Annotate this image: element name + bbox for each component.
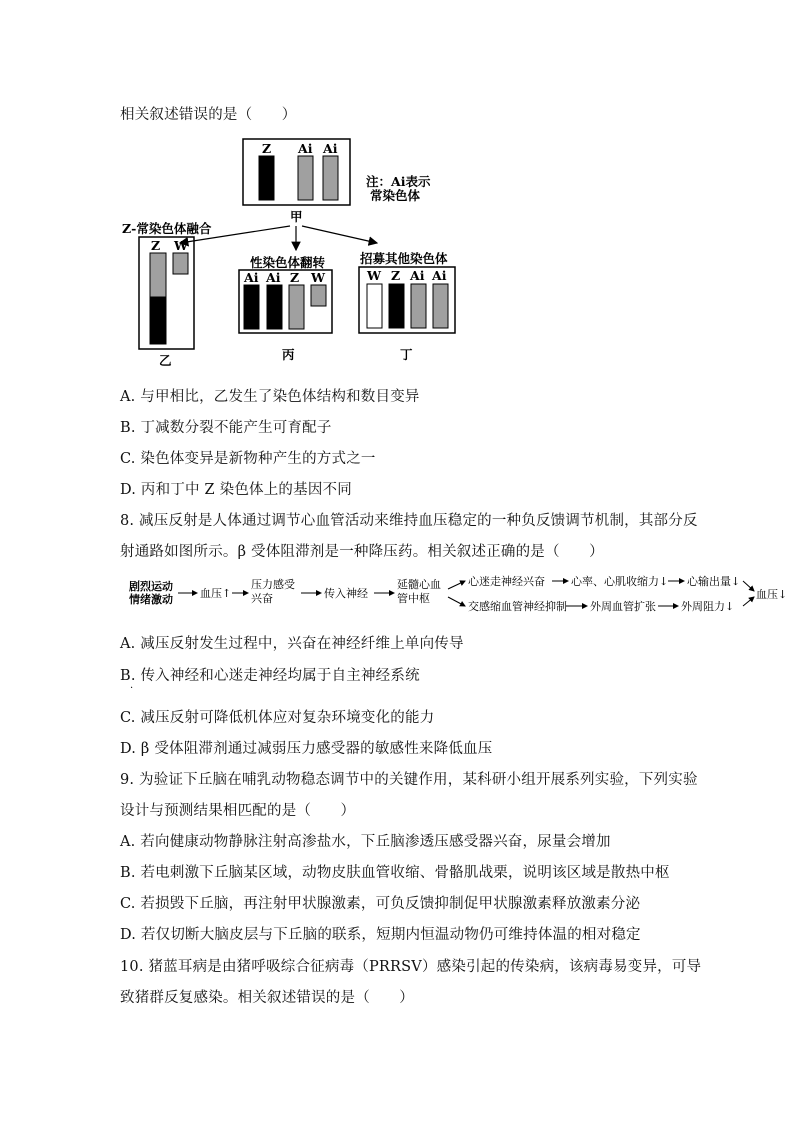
q8-option-c: C. 减压反射可降低机体应对复杂环境变化的能力	[120, 710, 435, 726]
bing-z-chromosome	[289, 285, 304, 329]
q7-option-b: B. 丁减数分裂不能产生可育配子	[120, 420, 332, 436]
flow-bp-up: 血压↑	[200, 587, 232, 600]
flow-center-1: 延髓心血	[397, 578, 441, 591]
baroreflex-flow-diagram	[0, 573, 794, 623]
q8-option-b: B. 传入神经和心迷走神经均属于自主神经系统	[120, 668, 420, 684]
ding-chrom-label-w: W	[367, 268, 382, 283]
bing-chrom-label-ai1: Ai	[244, 270, 259, 285]
flow-afferent: 传入神经	[324, 587, 368, 600]
flow-bp-down: 血压↓	[756, 588, 788, 601]
flow-upper-3: 心输出量↓	[687, 575, 741, 588]
q7-option-a: A. 与甲相比，乙发生了染色体结构和数目变异	[120, 389, 420, 405]
q8-option-a: A. 减压反射发生过程中，兴奋在神经纤维上单向传导	[120, 636, 464, 652]
ding-ai-chromosome-2	[433, 284, 448, 328]
stray-dot: ·	[130, 683, 134, 694]
flow-sensor-1: 压力感受	[251, 578, 295, 591]
q9-option-c: C. 若损毁下丘脑，再注射甲状腺激素，可负反馈抑制促甲状腺激素释放激素分泌	[120, 896, 641, 912]
q9-stem-line-2: 设计与预测结果相匹配的是（ ）	[120, 803, 356, 819]
bing-ai-chromosome-2	[267, 285, 282, 329]
bing-w-chromosome	[311, 285, 326, 306]
bing-ai-chromosome-1	[244, 285, 259, 329]
label-ding: 丁	[400, 347, 413, 362]
label-jia: 甲	[290, 209, 303, 224]
flow-upper-1: 心迷走神经兴奋	[468, 575, 545, 588]
jia-chrom-label-z: Z	[262, 141, 272, 156]
label-bing: 丙	[282, 347, 295, 362]
q10-stem-line-1: 10. 猪蓝耳病是由猪呼吸综合征病毒（PRRSV）感染引起的传染病，该病毒易变异，可导	[120, 959, 702, 975]
q8-stem-line-2: 射通路如图所示。β 受体阻滞剂是一种降压药。相关叙述正确的是（ ）	[120, 544, 604, 560]
jia-ai-chromosome-1	[298, 156, 313, 200]
jia-chrom-label-ai1: Ai	[298, 141, 313, 156]
bing-branch-title: 性染色体翻转	[250, 255, 326, 270]
q7-option-c: C. 染色体变异是新物种产生的方式之一	[120, 451, 376, 467]
q8-option-d: D. β 受体阻滞剂通过减弱压力感受器的敏感性来降低血压	[120, 741, 493, 757]
ding-chrom-label-ai2: Ai	[432, 268, 447, 283]
ding-branch-title: 招募其他染色体	[360, 251, 448, 266]
jia-z-chromosome	[259, 156, 274, 200]
flow-sensor-2: 兴奋	[251, 592, 273, 605]
yi-branch-title: Z-常染色体融合	[122, 221, 212, 236]
ding-ai-chromosome-1	[411, 284, 426, 328]
yi-chrom-label-z: Z	[151, 238, 161, 253]
chromosome-figure	[0, 130, 794, 370]
flow-lower-2: 外周血管扩张	[590, 600, 656, 613]
q8-stem-line-1: 8. 减压反射是人体通过调节心血管活动来维持血压稳定的一种负反馈调节机制，其部分反	[120, 513, 698, 529]
flow-center-2: 管中枢	[397, 592, 430, 605]
ding-z-chromosome	[389, 284, 404, 328]
q7-stem-tail: 相关叙述错误的是（ ）	[120, 107, 297, 123]
q10-stem-line-2: 致猪群反复感染。相关叙述错误的是（ ）	[120, 990, 414, 1006]
bing-chrom-label-z: Z	[290, 270, 300, 285]
bing-chrom-label-w: W	[311, 270, 326, 285]
yi-fused-chromosome-top	[150, 253, 166, 297]
note-line-2: 常染色体	[370, 188, 421, 203]
flow-lower-1: 交感缩血管神经抑制	[468, 600, 567, 613]
q7-option-d: D. 丙和丁中 Z 染色体上的基因不同	[120, 482, 352, 498]
q9-option-d: D. 若仅切断大脑皮层与下丘脑的联系，短期内恒温动物仍可维持体温的相对稳定	[120, 927, 641, 943]
flow-start-2: 情绪激动	[129, 593, 173, 606]
flow-start-1: 剧烈运动	[129, 580, 173, 593]
yi-fused-chromosome-bottom	[150, 297, 166, 344]
label-yi: 乙	[159, 353, 172, 368]
yi-w-chromosome	[173, 253, 188, 274]
jia-chrom-label-ai2: Ai	[323, 141, 338, 156]
ding-chrom-label-ai1: Ai	[410, 268, 425, 283]
jia-ai-chromosome-2	[323, 156, 338, 200]
q9-option-a: A. 若向健康动物静脉注射高渗盐水，下丘脑渗透压感受器兴奋，尿量会增加	[120, 834, 611, 850]
yi-chrom-label-w: W	[174, 238, 189, 253]
flow-upper-2: 心率、心肌收缩力↓	[571, 575, 669, 588]
ding-w-chromosome	[367, 284, 382, 328]
flow-lower-3: 外周阻力↓	[681, 600, 735, 613]
bing-chrom-label-ai2: Ai	[266, 270, 281, 285]
q9-option-b: B. 若电刺激下丘脑某区域，动物皮肤血管收缩、骨骼肌战栗，说明该区域是散热中枢	[120, 865, 670, 881]
q9-stem-line-1: 9. 为验证下丘脑在哺乳动物稳态调节中的关键作用，某科研小组开展系列实验，下列实验	[120, 772, 698, 788]
note-line-1: 注：Ai表示	[366, 174, 431, 189]
ding-chrom-label-z: Z	[391, 268, 401, 283]
